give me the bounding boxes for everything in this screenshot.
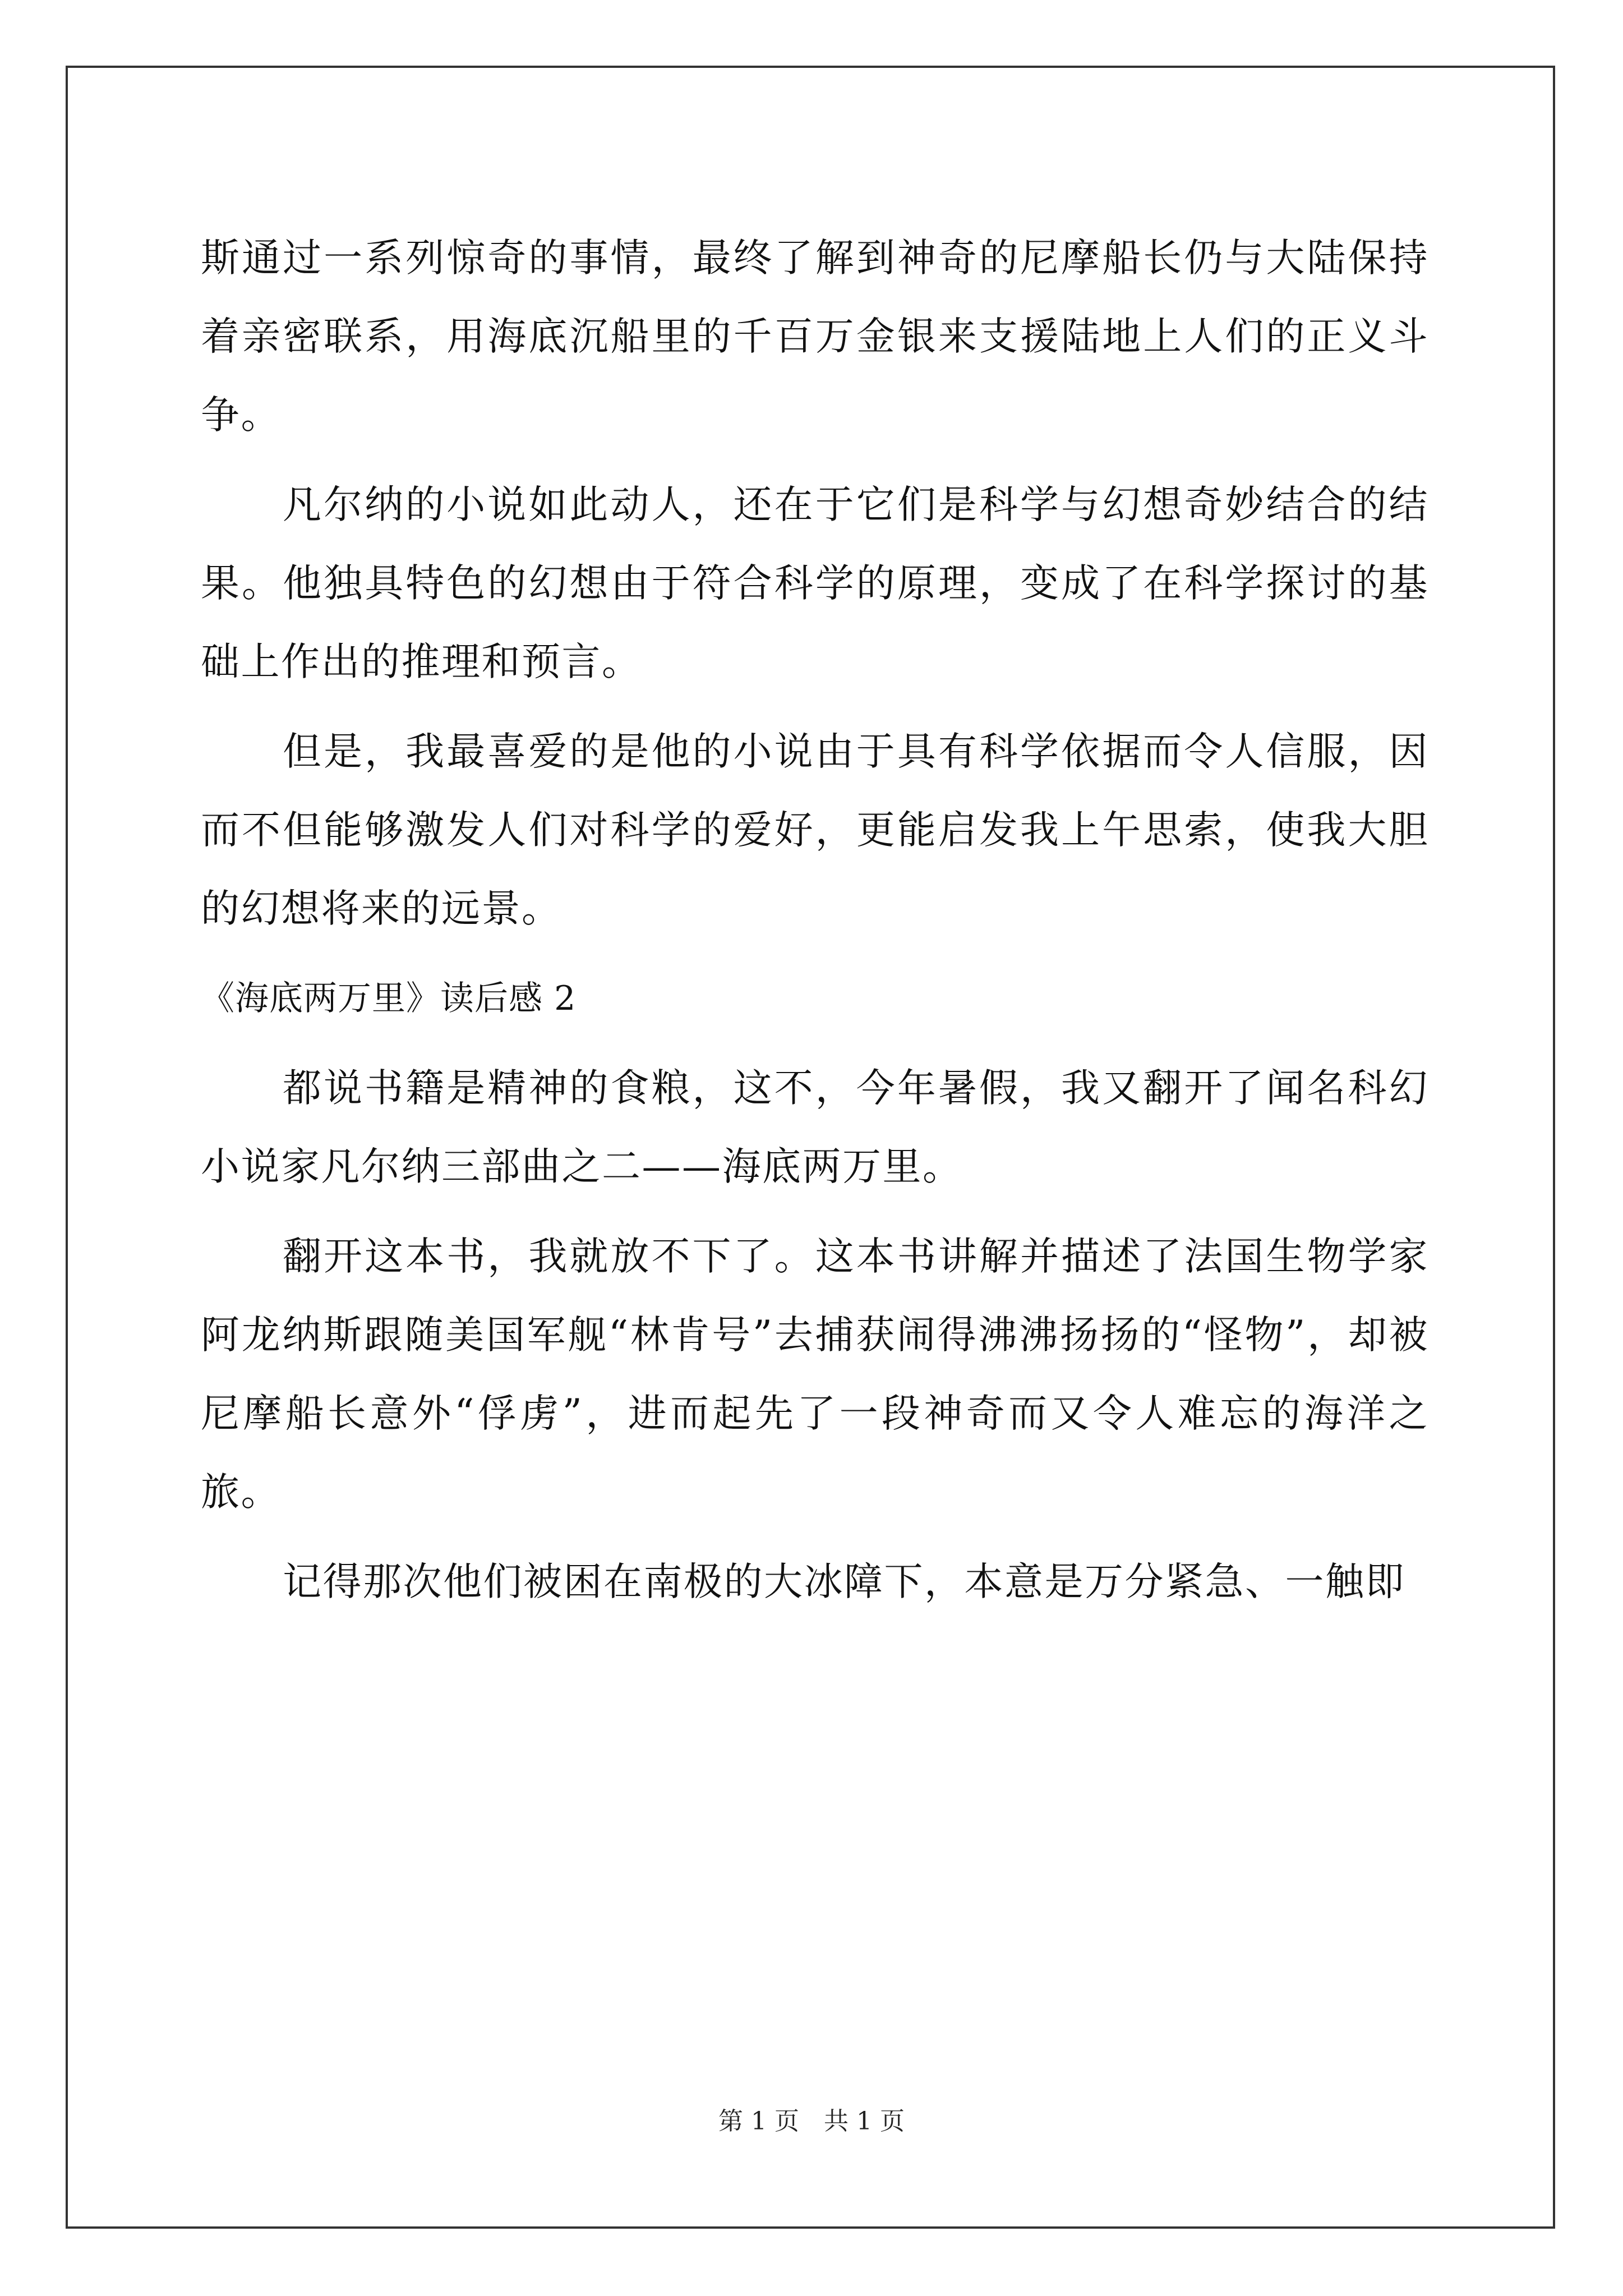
paragraph: 翻开这本书，我就放不下了。这本书讲解并描述了法国生物学家阿龙纳斯跟随美国军舰“林肯号”去捕获闹得沸沸扬扬的“怪物”，却被尼摩船长意外“俘虏”，进而起先了一段神奇而又令人难忘的海洋之旅。 [201,1234,1429,1515]
section-heading: 《海底两万里》读后感 2 [201,979,577,1018]
paragraph: 都说书籍是精神的食粮，这不，今年暑假，我又翻开了闻名科幻小说家凡尔纳三部曲之二——海底两万里。 [201,1066,1429,1189]
paragraph: 但是，我最喜爱的是他的小说由于具有科学依据而令人信服，因而不但能够激发人们对科学的爱好，更能启发我上午思索，使我大胆的幻想将来的远景。 [201,729,1429,931]
paragraph: 凡尔纳的小说如此动人，还在于它们是科学与幻想奇妙结合的结果。他独具特色的幻想由于符合科学的原理，变成了在科学探讨的基础上作出的推理和预言。 [201,482,1429,684]
paragraph: 记得那次他们被困在南极的大冰障下，本意是万分紧急、一触即 [283,1559,1405,1604]
document-body [201,219,1429,1632]
page-number-footer: 第 1 页 共 1 页 [718,2107,905,2136]
paragraph-continuation: 斯通过一系列惊奇的事情，最终了解到神奇的尼摩船长仍与大陆保持着亲密联系，用海底沉船里的千百万金银来支援陆地上人们的正义斗争。 [201,236,1429,438]
